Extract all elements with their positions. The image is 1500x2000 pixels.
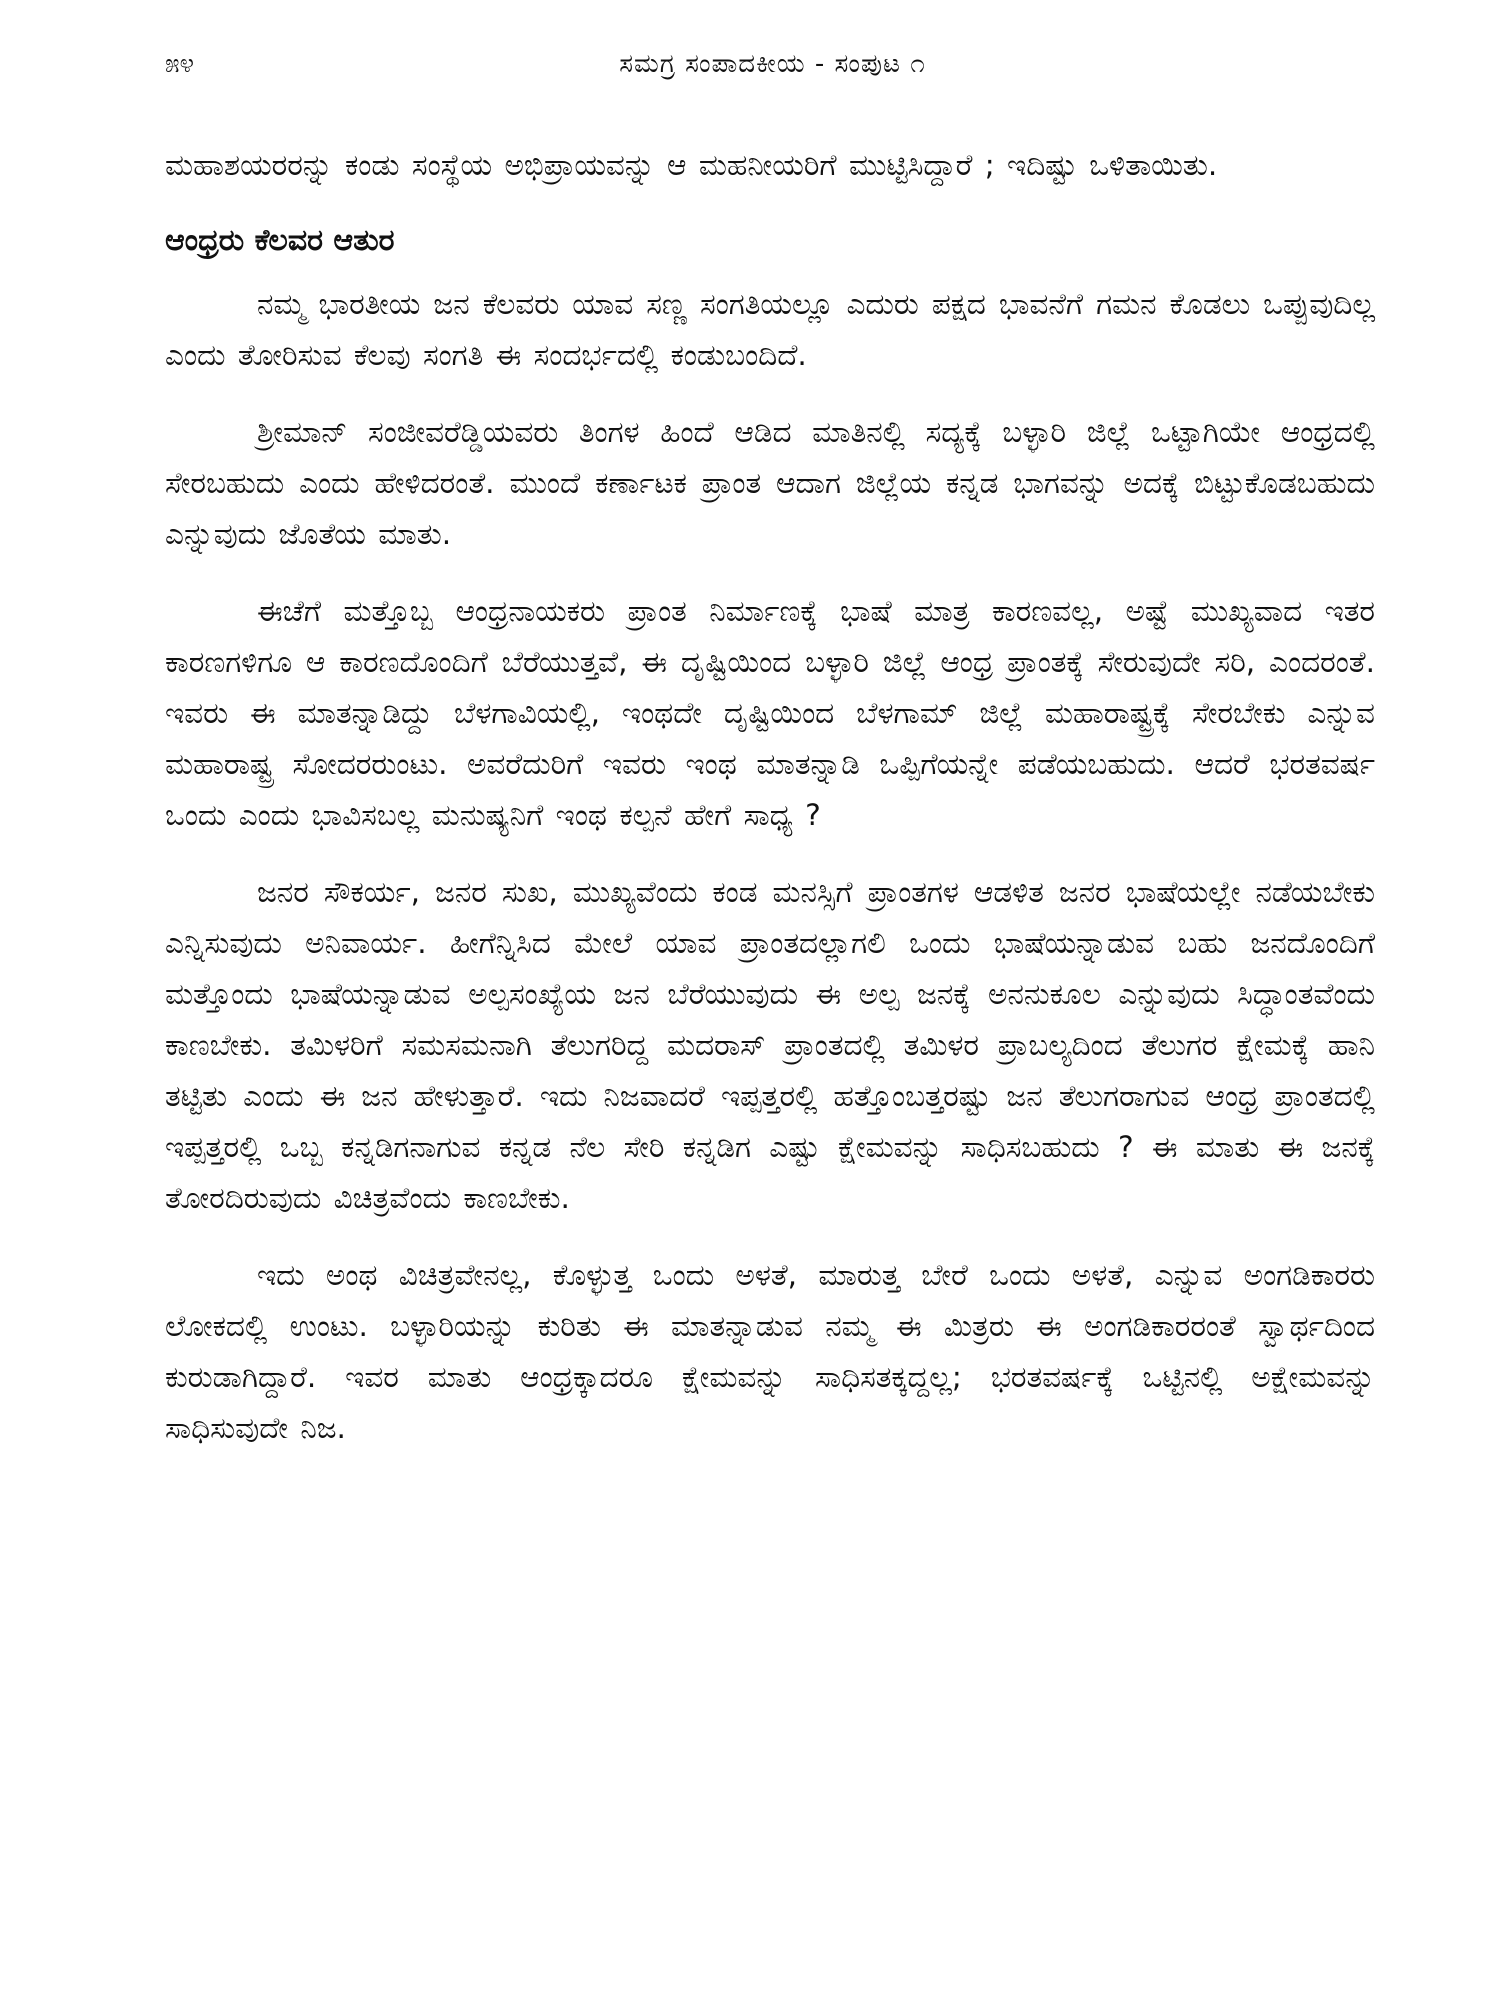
running-title: ಸಮಗ್ರ ಸಂಪಾದಕೀಯ - ಸಂಪುಟ ೧ (619, 49, 926, 79)
intro-paragraph: ಮಹಾಶಯರರನ್ನು ಕಂಡು ಸಂಸ್ಥೆಯ ಅಭಿಪ್ರಾಯವನ್ನು ಆ ಮಹನೀಯರಿಗೆ ಮುಟ್ಟಿಸಿದ್ದಾರೆ ; ಇದಿಷ್ಟು ಒಳಿತಾಯಿತು. (165, 148, 1218, 182)
section-heading: ಆಂಧ್ರರು ಕೆಲವರ ಆತುರ (165, 223, 395, 258)
article-body (165, 140, 1375, 1480)
paragraph-2: ಶ್ರೀಮಾನ್ ಸಂಜೀವರೆಡ್ಡಿಯವರು ತಿಂಗಳ ಹಿಂದೆ ಆಡಿದ ಮಾತಿನಲ್ಲಿ ಸದ್ಯಕ್ಕೆ ಬಳ್ಳಾರಿ ಜಿಲ್ಲೆ ಒಟ್ಟಾಗಿಯೇ ಆಂಧ್ರದಲ್ಲಿ ಸೇರಬಹುದು ಎಂದು ಹೇಳಿದರಂತೆ. ಮುಂದೆ ಕರ್ಣಾಟಕ ಪ್ರಾಂತ ಆದಾಗ ಜಿಲ್ಲೆಯ ಕನ್ನಡ ಭಾಗವನ್ನು ಅದಕ್ಕೆ ಬಿಟ್ಟುಕೊಡಬಹುದು ಎನ್ನುವುದು ಜೊತೆಯ ಮಾತು. (165, 415, 1375, 551)
paragraph-4: ಜನರ ಸೌಕರ್ಯ, ಜನರ ಸುಖ, ಮುಖ್ಯವೆಂದು ಕಂಡ ಮನಸ್ಸಿಗೆ ಪ್ರಾಂತಗಳ ಆಡಳಿತ ಜನರ ಭಾಷೆಯಲ್ಲೇ ನಡೆಯಬೇಕು ಎನ್ನಿಸುವುದು ಅನಿವಾರ್ಯ. ಹೀಗೆನ್ನಿಸಿದ ಮೇಲೆ ಯಾವ ಪ್ರಾಂತದಲ್ಲಾಗಲಿ ಒಂದು ಭಾಷೆಯನ್ನಾಡುವ ಬಹು ಜನದೊಂದಿಗೆ ಮತ್ತೊಂದು ಭಾಷೆಯನ್ನಾಡುವ ಅಲ್ಪಸಂಖ್ಯೆಯ ಜನ ಬೆರೆಯುವುದು ಈ ಅಲ್ಪ ಜನಕ್ಕೆ ಅನನುಕೂಲ ಎನ್ನುವುದು ಸಿದ್ಧಾಂತವೆಂದು ಕಾಣಬೇಕು. ತಮಿಳರಿಗೆ ಸಮಸಮನಾಗಿ ತೆಲುಗರಿದ್ದ ಮದರಾಸ್ ಪ್ರಾಂತದಲ್ಲಿ ತಮಿಳರ ಪ್ರಾಬಲ್ಯದಿಂದ ತೆಲುಗರ ಕ್ಷೇಮಕ್ಕೆ ಹಾನಿ ತಟ್ಟಿತು ಎಂದು ಈ ಜನ ಹೇಳುತ್ತಾರೆ. ಇದು ನಿಜವಾದರೆ ಇಪ್ಪತ್ತರಲ್ಲಿ ಹತ್ತೊಂಬತ್ತರಷ್ಟು ಜನ ತೆಲುಗರಾಗುವ ಆಂಧ್ರ ಪ್ರಾಂತದಲ್ಲಿ ಇಪ್ಪತ್ತರಲ್ಲಿ ಒಬ್ಬ ಕನ್ನಡಿಗನಾಗುವ ಕನ್ನಡ ನೆಲ ಸೇರಿ ಕನ್ನಡಿಗ ಎಷ್ಟು ಕ್ಷೇಮವನ್ನು ಸಾಧಿಸಬಹುದು ? ಈ ಮಾತು ಈ ಜನಕ್ಕೆ ತೋರದಿರುವುದು ವಿಚಿತ್ರವೆಂದು ಕಾಣಬೇಕು. (165, 875, 1375, 1215)
paragraph-3: ಈಚೆಗೆ ಮತ್ತೊಬ್ಬ ಆಂಧ್ರನಾಯಕರು ಪ್ರಾಂತ ನಿರ್ಮಾಣಕ್ಕೆ ಭಾಷೆ ಮಾತ್ರ ಕಾರಣವಲ್ಲ, ಅಷ್ಟೆ ಮುಖ್ಯವಾದ ಇತರ ಕಾರಣಗಳಿಗೂ ಆ ಕಾರಣದೊಂದಿಗೆ ಬೆರೆಯುತ್ತವೆ, ಈ ದೃಷ್ಟಿಯಿಂದ ಬಳ್ಳಾರಿ ಜಿಲ್ಲೆ ಆಂಧ್ರ ಪ್ರಾಂತಕ್ಕೆ ಸೇರುವುದೇ ಸರಿ, ಎಂದರಂತೆ. ಇವರು ಈ ಮಾತನ್ನಾಡಿದ್ದು ಬೆಳಗಾವಿಯಲ್ಲಿ, ಇಂಥದೇ ದೃಷ್ಟಿಯಿಂದ ಬೆಳಗಾಮ್ ಜಿಲ್ಲೆ ಮಹಾರಾಷ್ಟ್ರಕ್ಕೆ ಸೇರಬೇಕು ಎನ್ನುವ ಮಹಾರಾಷ್ಟ್ರ ಸೋದರರುಂಟು. ಅವರೆದುರಿಗೆ ಇವರು ಇಂಥ ಮಾತನ್ನಾಡಿ ಒಪ್ಪಿಗೆಯನ್ನೇ ಪಡೆಯಬಹುದು. ಆದರೆ ಭರತವರ್ಷ ಒಂದು ಎಂದು ಭಾವಿಸಬಲ್ಲ ಮನುಷ್ಯನಿಗೆ ಇಂಥ ಕಲ್ಪನೆ ಹೇಗೆ ಸಾಧ್ಯ ? (165, 594, 1375, 832)
paragraph-1: ನಮ್ಮ ಭಾರತೀಯ ಜನ ಕೆಲವರು ಯಾವ ಸಣ್ಣ ಸಂಗತಿಯಲ್ಲೂ ಎದುರು ಪಕ್ಷದ ಭಾವನೆಗೆ ಗಮನ ಕೊಡಲು ಒಪ್ಪುವುದಿಲ್ಲ ಎಂದು ತೋರಿಸುವ ಕೆಲವು ಸಂಗತಿ ಈ ಸಂದರ್ಭದಲ್ಲಿ ಕಂಡುಬಂದಿದೆ. (165, 287, 1375, 372)
page-number: ೫೪ (165, 49, 195, 79)
paragraph-5: ಇದು ಅಂಥ ವಿಚಿತ್ರವೇನಲ್ಲ, ಕೊಳ್ಳುತ್ತ ಒಂದು ಅಳತೆ, ಮಾರುತ್ತ ಬೇರೆ ಒಂದು ಅಳತೆ, ಎನ್ನುವ ಅಂಗಡಿಕಾರರು ಲೋಕದಲ್ಲಿ ಉಂಟು. ಬಳ್ಳಾರಿಯನ್ನು ಕುರಿತು ಈ ಮಾತನ್ನಾಡುವ ನಮ್ಮ ಈ ಮಿತ್ರರು ಈ ಅಂಗಡಿಕಾರರಂತೆ ಸ್ವಾರ್ಥದಿಂದ ಕುರುಡಾಗಿದ್ದಾರೆ. ಇವರ ಮಾತು ಆಂಧ್ರಕ್ಕಾದರೂ ಕ್ಷೇಮವನ್ನು ಸಾಧಿಸತಕ್ಕದ್ದಲ್ಲ; ಭರತವರ್ಷಕ್ಕೆ ಒಟ್ಟಿನಲ್ಲಿ ಅಕ್ಷೇಮವನ್ನು ಸಾಧಿಸುವುದೇ ನಿಜ. (165, 1258, 1375, 1445)
running-head (165, 44, 1380, 84)
